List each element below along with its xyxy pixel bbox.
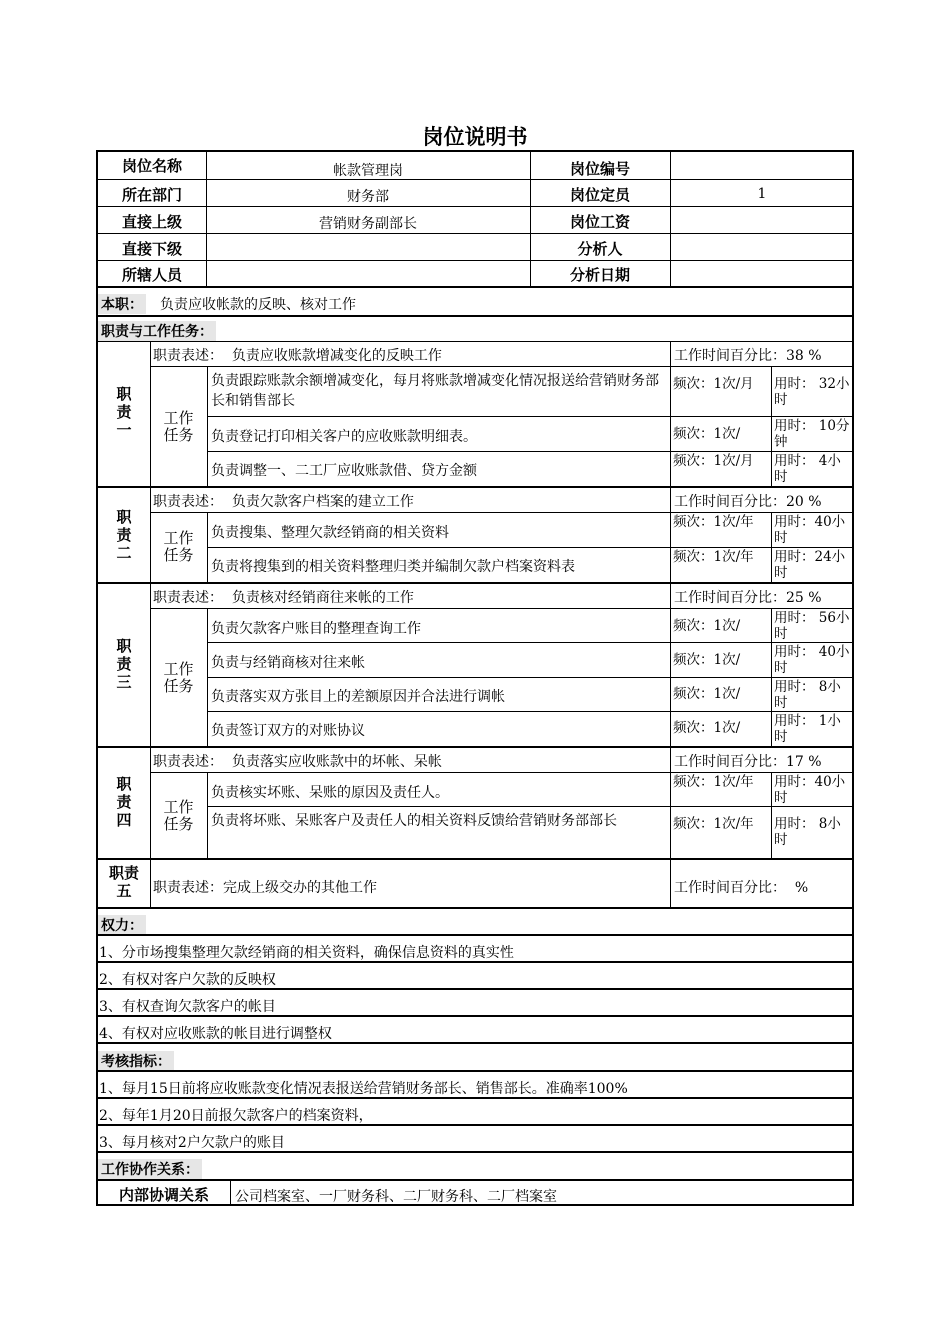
quanli-item-3: 3、有权查询欠款客户的帐目 — [99, 999, 276, 1015]
label-staff: 所辖人员 — [121, 266, 182, 284]
duty-2-task-2-freq: 频次：1次/年 — [673, 549, 754, 565]
kaohe-item-3: 3、每月核对2户欠款户的账目 — [99, 1135, 285, 1151]
quanli-item-2: 2、有权对客户欠款的反映权 — [99, 972, 276, 988]
duty-3-task-2-freq: 频次：1次/ — [673, 652, 741, 668]
duty-3-task-2: 负责与经销商核对往来帐 — [211, 655, 365, 671]
duty-2-task-label: 工作 任务 — [163, 529, 194, 564]
duty-4-desc: 职责表述： 负责落实应收账款中的坏帐、呆帐 — [153, 754, 442, 770]
duty-3-desc: 职责表述： 负责核对经销商往来帐的工作 — [153, 590, 414, 606]
duty-1-task-2-time: 用时： 10分钟 — [774, 418, 850, 450]
label-post-name: 岗位名称 — [121, 157, 182, 175]
label-headcount: 岗位定员 — [569, 186, 630, 204]
kaohe-item-1: 1、每月15日前将应收账款变化情况表报送给营销财务部长、销售部长。准确率100% — [99, 1081, 628, 1097]
inner-coord-value: 公司档案室、一厂财务科、二厂财务科、二厂档案室 — [235, 1189, 557, 1205]
duty-1-task-1: 负责跟踪账款余额增减变化，每月将账款增减变化情况报送给营销财务部长和销售部长 — [211, 373, 659, 409]
value-supervisor: 营销财务副部长 — [319, 216, 417, 232]
duty-3-task-2-time: 用时： 40小时 — [774, 644, 850, 676]
duty-3-task-4-freq: 频次：1次/ — [673, 720, 741, 736]
duty-4-task-1: 负责核实坏账、呆账的原因及责任人。 — [211, 785, 449, 801]
label-supervisor: 直接上级 — [121, 213, 182, 231]
duty-3-task-1: 负责欠款客户账目的整理查询工作 — [211, 621, 421, 637]
quanli-item-1: 1、分市场搜集整理欠款经销商的相关资料，确保信息资料的真实性 — [99, 945, 514, 961]
duty-1-task-3: 负责调整一、二工厂应收账款借、贷方金额 — [211, 463, 477, 479]
duty-5-desc: 职责表述：完成上级交办的其他工作 — [153, 880, 377, 896]
duty-1-desc: 职责表述： 负责应收账款增减变化的反映工作 — [153, 348, 442, 364]
duty-3-task-label: 工作 任务 — [163, 660, 194, 695]
duty-5-pct: 工作时间百分比： % — [674, 880, 809, 896]
duty-3-task-1-time: 用时： 56小时 — [774, 610, 850, 642]
duty-1-pct: 工作时间百分比：38 % — [674, 348, 822, 364]
duty-1-task-1-freq: 频次：1次/月 — [673, 376, 754, 392]
benzhi-label: 本职： — [98, 294, 146, 314]
label-post-number: 岗位编号 — [569, 160, 630, 178]
label-analysis-date: 分析日期 — [569, 266, 630, 284]
duty-3-name: 职 责 三 — [116, 637, 132, 691]
duty-1-task-3-time: 用时： 4小时 — [774, 453, 841, 485]
value-post-name: 帐款管理岗 — [333, 163, 403, 179]
duty-1-name: 职 责 一 — [116, 385, 132, 439]
page-title: 岗位说明书 — [422, 125, 528, 149]
benzhi-text: 负责应收帐款的反映、核对工作 — [160, 297, 356, 313]
duty-2-task-2-time: 用时：24小时 — [774, 549, 846, 581]
duty-2-pct: 工作时间百分比：20 % — [674, 494, 822, 510]
inner-coord-label: 内部协调关系 — [118, 1186, 209, 1204]
duty-4-pct: 工作时间百分比：17 % — [674, 754, 822, 770]
duty-4-task-2: 负责将坏账、呆账客户及责任人的相关资料反馈给营销财务部部长 — [211, 813, 617, 829]
duty-3-task-3: 负责落实双方张目上的差额原因并合法进行调帐 — [211, 689, 505, 705]
duty-2-task-1: 负责搜集、整理欠款经销商的相关资料 — [211, 525, 449, 541]
duty-3-task-3-freq: 频次：1次/ — [673, 686, 741, 702]
duty-3-pct: 工作时间百分比：25 % — [674, 590, 822, 606]
label-subordinate: 直接下级 — [121, 240, 182, 258]
duty-2-desc: 职责表述： 负责欠款客户档案的建立工作 — [153, 494, 414, 510]
duty-3-task-4-time: 用时： 1小时 — [774, 713, 841, 745]
duty-1-task-label: 工作 任务 — [163, 409, 194, 444]
label-department: 所在部门 — [121, 186, 182, 204]
quanli-item-4: 4、有权对应收账款的帐目进行调整权 — [99, 1026, 332, 1042]
duty-1-task-2-freq: 频次：1次/ — [673, 426, 741, 442]
label-salary: 岗位工资 — [569, 213, 630, 231]
quanli-label: 权力： — [98, 915, 146, 935]
duty-3-task-4: 负责签订双方的对账协议 — [211, 723, 365, 739]
kaohe-item-2: 2、每年1月20日前报欠款客户的档案资料， — [99, 1108, 373, 1124]
duty-4-task-2-time: 用时： 8小时 — [774, 816, 841, 848]
label-analyst: 分析人 — [577, 240, 623, 258]
xiezuo-label: 工作协作关系： — [98, 1159, 202, 1179]
value-department: 财务部 — [347, 189, 389, 205]
duty-2-name: 职 责 二 — [116, 508, 132, 562]
duty-4-task-1-time: 用时：40小时 — [774, 774, 846, 806]
duty-2-task-1-freq: 频次：1次/年 — [673, 514, 754, 530]
duty-4-task-2-freq: 频次：1次/年 — [673, 816, 754, 832]
duties-label: 职责与工作任务： — [98, 321, 216, 341]
duty-3-task-1-freq: 频次：1次/ — [673, 618, 741, 634]
duty-1-task-3-freq: 频次：1次/月 — [673, 453, 754, 469]
duty-4-task-1-freq: 频次：1次/年 — [673, 774, 754, 790]
kaohe-label: 考核指标： — [98, 1051, 174, 1071]
duty-2-task-1-time: 用时：40小时 — [774, 514, 846, 546]
duty-1-task-2: 负责登记打印相关客户的应收账款明细表。 — [211, 429, 477, 445]
duty-4-task-label: 工作 任务 — [163, 798, 194, 833]
duty-5-name: 职责 五 — [108, 864, 139, 900]
duty-4-name: 职 责 四 — [116, 775, 132, 829]
duty-3-task-3-time: 用时： 8小时 — [774, 679, 841, 711]
duty-2-task-2: 负责将搜集到的相关资料整理归类并编制欠款户档案资料表 — [211, 559, 575, 575]
duty-1-task-1-time: 用时： 32小时 — [774, 376, 850, 408]
value-headcount: 1 — [757, 186, 767, 202]
